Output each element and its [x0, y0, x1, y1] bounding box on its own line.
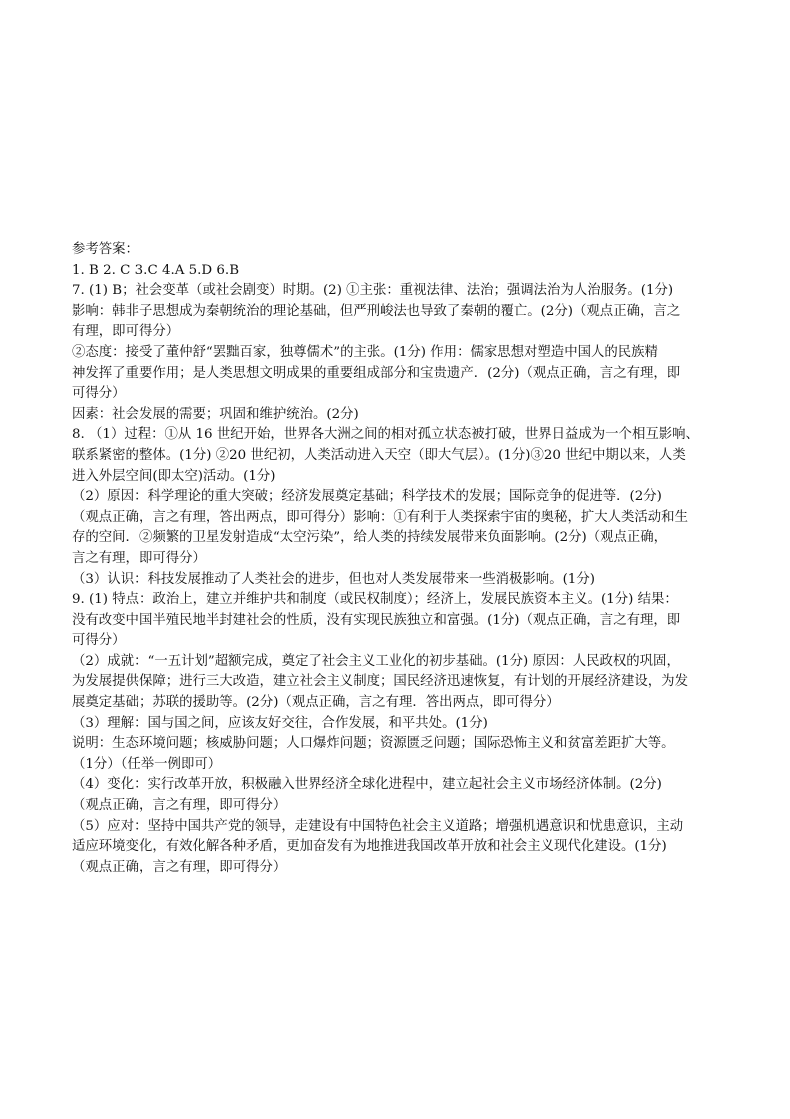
answer-line: 进入外层空间(即太空)活动。(1分) — [72, 468, 276, 484]
answer-line: 因素：社会发展的需要；巩固和维护统治。(2分) — [72, 406, 359, 422]
answer-line: 7. (1) B；社会变革（或社会剧变）时期。(2) ①主张：重视法律、法治；强调法治为人治服务。(1分) — [72, 283, 674, 299]
answer-line: 神发挥了重要作用；是人类思想文明成果的重要组成部分和宝贵遗产．(2分)（观点正确，言之有理，即 — [72, 365, 681, 381]
answer-line: 为发展提供保障；进行三大改造，建立社会主义制度；国民经济迅速恢复，有计划的开展经济建设，为发 — [72, 674, 688, 690]
answer-document — [72, 240, 732, 878]
choice-answers: 1. B 2. C 3.C 4.A 5.D 6.B — [72, 262, 240, 278]
answer-line: （3）认识：科技发展推动了人类社会的进步，但也对人类发展带来一些消极影响。(1分) — [72, 571, 595, 587]
answer-line: 有理，即可得分） — [72, 324, 180, 340]
answer-line: （3）理解：国与国之间，应该友好交往，合作发展，和平共处。(1分) — [72, 715, 488, 731]
answer-line: 可得分） — [72, 386, 126, 402]
answer-line: （2）原因：科学理论的重大突破；经济发展奠定基础；科学技术的发展；国际竞争的促进等．(2分) — [72, 489, 662, 505]
answer-line: 8. （1）过程：①从 16 世纪开始，世界各大洲之间的相对孤立状态被打破，世界日益成为一个相互影响、 — [72, 427, 699, 443]
answer-line: 影响：韩非子思想成为秦朝统治的理论基础，但严刑峻法也导致了秦朝的覆亡。(2分)（观点正确，言之 — [72, 303, 681, 319]
answer-line: 联系紧密的整体。(1分) ②20 世纪初，人类活动进入天空（即大气层）。(1分)③20 世纪中期以来，人类 — [72, 447, 686, 463]
answer-line: （观点正确，言之有理，即可得分） — [72, 798, 287, 814]
answer-line: 言之有理，即可得分） — [72, 550, 206, 566]
answer-line: （观点正确，言之有理，即可得分） — [72, 859, 287, 875]
answer-line: ②态度：接受了董仲舒“罢黜百家，独尊儒术”的主张。(1分) 作用：儒家思想对塑造中国人的民族精 — [72, 344, 658, 360]
answer-line: 说明：生态环境问题；核威胁问题；人口爆炸问题；资源匮乏问题；国际恐怖主义和贫富差距扩大等。 — [72, 736, 675, 752]
answer-line: 存的空间．②频繁的卫星发射造成“太空污染”，给人类的持续发展带来负面影响。(2分)（观点正确， — [72, 530, 668, 546]
answer-line: （4）变化：实行改革开放，积极融入世界经济全球化进程中，建立起社会主义市场经济体制。(2分) — [72, 777, 662, 793]
answer-line: 可得分） — [72, 633, 126, 649]
answer-line: 9. (1) 特点：政治上，建立并维护共和制度（或民权制度）；经济上，发展民族资本主义。(1分) 结果： — [72, 592, 678, 608]
answer-line: 展奠定基础；苏联的援助等。(2分)（观点正确，言之有理．答出两点，即可得分） — [72, 695, 560, 711]
answer-title: 参考答案： — [72, 242, 139, 257]
answer-line: （2）成就：“一五计划”超额完成，奠定了社会主义工业化的初步基础。(1分) 原因：人民政权的巩固， — [72, 653, 680, 669]
answer-line: （1分）（任举一例即可） — [72, 756, 222, 772]
answer-line: （观点正确，言之有理，答出两点，即可得分）影响：①有利于人类探索宇宙的奥秘，扩大人类活动和生 — [72, 509, 688, 525]
answer-line: （5）应对：坚持中国共产党的领导，走建设有中国特色社会主义道路；增强机遇意识和忧患意识，主动 — [72, 818, 684, 834]
answer-line: 适应环境变化，有效化解各种矛盾，更加奋发有为地推进我国改革开放和社会主义现代化建设。(1分) — [72, 839, 667, 855]
answer-line: 没有改变中国半殖民地半封建社会的性质，没有实现民族独立和富强。(1分)（观点正确，言之有理，即 — [72, 612, 681, 628]
